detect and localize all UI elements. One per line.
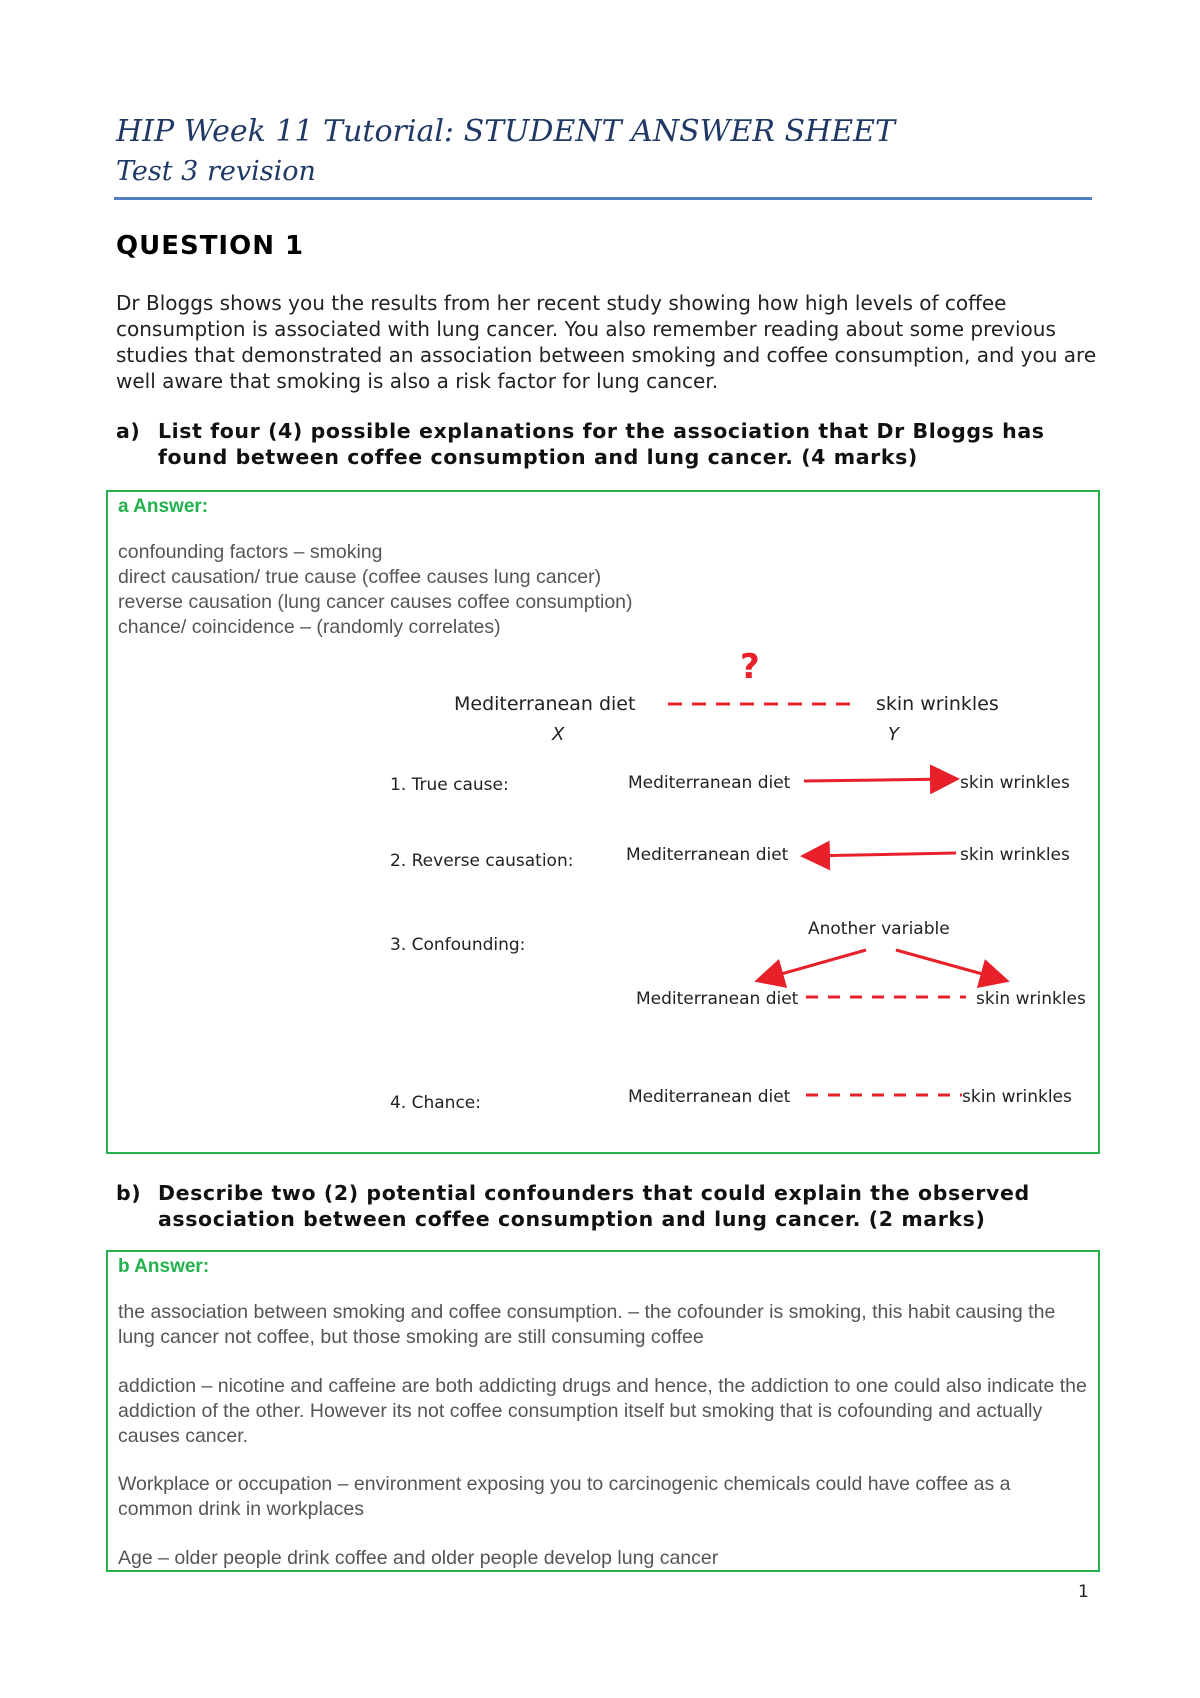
chance-y: skin wrinkles [962,1087,1072,1107]
answer-a-line: direct causation/ true cause (coffee causes lung cancer) [118,566,602,588]
page-title: HIP Week 11 Tutorial: STUDENT ANSWER SHEET [116,114,896,149]
true-cause-y: skin wrinkles [960,773,1070,793]
part-a-line1: List four (4) possible explanations for the association that Dr Bloggs has [158,419,1045,443]
reverse-causation-arrow [806,853,956,856]
confounder-arrow-right [896,950,1004,980]
question-heading: QUESTION 1 [116,231,305,261]
confounding-x: Mediterranean diet [636,989,799,1009]
reverse-causation-label: 2. Reverse causation: [390,851,574,871]
answer-b-para-4: Age – older people drink coffee and older people develop lung cancer [118,1547,719,1569]
another-variable-label: Another variable [808,919,950,939]
x-variable: X [552,724,565,745]
true-cause-x: Mediterranean diet [628,773,791,793]
answer-a-line: chance/ coincidence – (randomly correlates) [118,616,501,638]
chance-x: Mediterranean diet [628,1087,791,1107]
part-a-line2: found between coffee consumption and lung cancer. (4 marks) [158,445,918,469]
part-b-line1: Describe two (2) potential confounders that could explain the observed [158,1181,1030,1205]
confounding-label: 3. Confounding: [390,935,526,955]
answer-a-label: a Answer: [118,496,209,517]
answer-b-para-3: Workplace or occupation – environment exposing you to carcinogenic chemicals could have coffee as a common drink in workplaces [118,1473,1011,1520]
page-subtitle: Test 3 revision [116,156,316,187]
question-mark: ? [740,647,760,687]
part-a-label: a) [116,419,141,443]
answer-b-para-1: the association between smoking and coffee consumption. – the cofounder is smoking, this habit causing the lung cancer not coffee, but those smoking are still consuming coffee [118,1301,1056,1348]
answer-b-label: b Answer: [118,1256,210,1277]
part-b-label: b) [116,1181,142,1205]
reverse-causation-y: skin wrinkles [960,845,1070,865]
diagram-y-label: skin wrinkles [876,693,999,715]
answer-a-line: confounding factors – smoking [118,541,383,563]
answer-b-para-2: addiction – nicotine and caffeine are both addicting drugs and hence, the addiction to one could also indicate the addiction of the other. However its not coffee consumption itself but smoking that is cofounding and actually causes cancer. [118,1375,1087,1447]
confounding-y: skin wrinkles [976,989,1086,1009]
page-number: 1 [1078,1582,1089,1602]
chance-label: 4. Chance: [390,1093,481,1113]
part-b-line2: association between coffee consumption and lung cancer. (2 marks) [158,1207,986,1231]
answer-box-b [106,1250,1100,1572]
true-cause-arrow [804,779,954,781]
question-intro: Dr Bloggs shows you the results from her recent study showing how high levels of coffee consumption is associated with lung cancer. You also remember reading about some previous studies that demonstrated an association between smoking and coffee consumption, and you are well aware that smoking is also a risk factor for lung cancer. [116,291,1097,393]
confounder-arrow-left [760,950,866,980]
y-variable: Y [888,724,899,745]
diagram-x-label: Mediterranean diet [454,693,636,715]
reverse-causation-x: Mediterranean diet [626,845,789,865]
question-part-b [116,1180,1106,1232]
answer-a-line: reverse causation (lung cancer causes coffee consumption) [118,591,633,613]
true-cause-label: 1. True cause: [390,775,509,795]
